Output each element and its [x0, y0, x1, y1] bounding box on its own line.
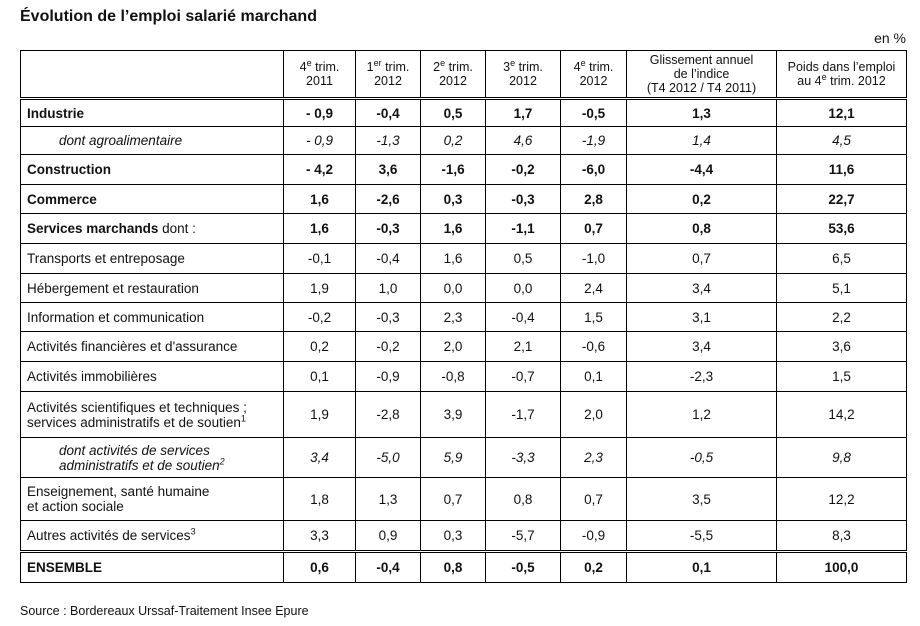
cell-value: 1,5	[561, 303, 627, 332]
cell-value: - 4,2	[284, 155, 356, 185]
cell-value: 0,1	[284, 362, 356, 392]
cell-value: 3,6	[777, 332, 907, 362]
cell-value: 0,9	[356, 521, 421, 552]
cell-value: 0,3	[421, 185, 486, 214]
cell-value: 3,4	[284, 438, 356, 478]
cell-value: 4,5	[777, 127, 907, 155]
cell-value: -2,3	[627, 362, 777, 392]
row-label: Transports et entreposage	[21, 244, 284, 274]
cell-value: 1,9	[284, 274, 356, 303]
cell-value: 9,8	[777, 438, 907, 478]
cell-value: -1,9	[561, 127, 627, 155]
row-label: Enseignement, santé humaine et action sociale	[21, 478, 284, 521]
table-row	[21, 303, 907, 332]
cell-value: 0,5	[421, 99, 486, 127]
cell-value: 0,8	[421, 552, 486, 583]
cell-value: 0,1	[561, 362, 627, 392]
cell-value: -5,0	[356, 438, 421, 478]
employment-table	[20, 50, 907, 583]
cell-value: 11,6	[777, 155, 907, 185]
cell-value: - 0,9	[284, 99, 356, 127]
column-header-q2-2012: 2e trim. 2012	[421, 51, 486, 99]
row-label: Autres activités de services$^3$	[21, 521, 284, 552]
row-label: Activités financières et d'assurance	[21, 332, 284, 362]
cell-value: 0,1	[627, 552, 777, 583]
cell-value: -5,7	[486, 521, 561, 552]
cell-value: 5,1	[777, 274, 907, 303]
cell-value: -0,1	[284, 244, 356, 274]
cell-value: 22,7	[777, 185, 907, 214]
row-label: Activités scientifiques et techniques ; services administratifs et de soutien$^1$	[21, 392, 284, 438]
table-row	[21, 392, 907, 438]
cell-value: 1,6	[284, 214, 356, 244]
cell-value: 0,2	[284, 332, 356, 362]
cell-value: 1,6	[421, 214, 486, 244]
cell-value: -0,2	[486, 155, 561, 185]
cell-value: -0,4	[486, 303, 561, 332]
cell-value: -0,9	[561, 521, 627, 552]
cell-value: 4,6	[486, 127, 561, 155]
cell-value: 1,7	[486, 99, 561, 127]
cell-value: 100,0	[777, 552, 907, 583]
cell-value: 12,2	[777, 478, 907, 521]
cell-value: 14,2	[777, 392, 907, 438]
cell-value: 3,4	[627, 274, 777, 303]
column-header-q4-2012: 4e trim. 2012	[561, 51, 627, 99]
cell-value: -0,4	[356, 99, 421, 127]
column-header-q3-2012: 3e trim. 2012	[486, 51, 561, 99]
row-label: Hébergement et restauration	[21, 274, 284, 303]
cell-value: 2,0	[421, 332, 486, 362]
cell-value: 0,2	[561, 552, 627, 583]
cell-value: 6,5	[777, 244, 907, 274]
cell-value: -0,5	[627, 438, 777, 478]
cell-value: -0,8	[421, 362, 486, 392]
table-row	[21, 244, 907, 274]
cell-value: -0,4	[356, 552, 421, 583]
cell-value: 1,4	[627, 127, 777, 155]
cell-value: 2,3	[561, 438, 627, 478]
cell-value: -1,7	[486, 392, 561, 438]
cell-value: -1,6	[421, 155, 486, 185]
cell-value: 8,3	[777, 521, 907, 552]
row-label: ENSEMBLE	[21, 552, 284, 583]
cell-value: 0,0	[421, 274, 486, 303]
cell-value: 1,3	[627, 99, 777, 127]
cell-value: 1,3	[356, 478, 421, 521]
cell-value: 0,7	[421, 478, 486, 521]
table-row	[21, 127, 907, 155]
cell-value: -3,3	[486, 438, 561, 478]
total-row	[21, 552, 907, 583]
table-row	[21, 478, 907, 521]
cell-value: 1,9	[284, 392, 356, 438]
row-label: Services marchands dont :	[21, 214, 284, 244]
cell-value: -0,7	[486, 362, 561, 392]
cell-value: 1,2	[627, 392, 777, 438]
cell-value: 3,4	[627, 332, 777, 362]
cell-value: -0,4	[356, 244, 421, 274]
cell-value: -0,6	[561, 332, 627, 362]
cell-value: 1,5	[777, 362, 907, 392]
cell-value: 2,3	[421, 303, 486, 332]
cell-value: -0,3	[486, 185, 561, 214]
column-header-q1-2012: 1er trim. 2012	[356, 51, 421, 99]
page-title: Évolution de l’emploi salarié marchand	[20, 8, 317, 25]
cell-value: 12,1	[777, 99, 907, 127]
cell-value: -4,4	[627, 155, 777, 185]
cell-value: 0,6	[284, 552, 356, 583]
cell-value: 0,8	[486, 478, 561, 521]
cell-value: 1,6	[421, 244, 486, 274]
header-row	[21, 51, 907, 99]
row-label: dont agroalimentaire	[21, 127, 284, 155]
table-row	[21, 155, 907, 185]
cell-value: -1,3	[356, 127, 421, 155]
column-header-poids: Poids dans l’emploi au 4e trim. 2012	[777, 51, 907, 99]
cell-value: 2,8	[561, 185, 627, 214]
cell-value: 0,8	[627, 214, 777, 244]
cell-value: 0,2	[421, 127, 486, 155]
cell-value: 2,2	[777, 303, 907, 332]
cell-value: -0,3	[356, 214, 421, 244]
cell-value: -0,2	[356, 332, 421, 362]
table-row	[21, 332, 907, 362]
column-header-q4-2011: 4e trim. 2011	[284, 51, 356, 99]
cell-value: 1,0	[356, 274, 421, 303]
cell-value: -0,5	[486, 552, 561, 583]
header-corner	[21, 51, 284, 99]
cell-value: 0,3	[421, 521, 486, 552]
cell-value: 2,4	[561, 274, 627, 303]
table-row	[21, 438, 907, 478]
cell-value: - 0,9	[284, 127, 356, 155]
cell-value: 1,8	[284, 478, 356, 521]
cell-value: 1,6	[284, 185, 356, 214]
cell-value: 3,6	[356, 155, 421, 185]
table-row	[21, 214, 907, 244]
table-row	[21, 521, 907, 552]
cell-value: -0,3	[356, 303, 421, 332]
row-label: Industrie	[21, 99, 284, 127]
table-row	[21, 185, 907, 214]
row-label: dont activités de services administratifs et de soutien$^2$	[21, 438, 284, 478]
cell-value: 0,7	[561, 478, 627, 521]
cell-value: -0,2	[284, 303, 356, 332]
cell-value: 3,1	[627, 303, 777, 332]
cell-value: 0,2	[627, 185, 777, 214]
row-label: Activités immobilières	[21, 362, 284, 392]
cell-value: 0,0	[486, 274, 561, 303]
cell-value: -1,0	[561, 244, 627, 274]
cell-value: 53,6	[777, 214, 907, 244]
cell-value: 3,3	[284, 521, 356, 552]
cell-value: -0,5	[561, 99, 627, 127]
cell-value: -6,0	[561, 155, 627, 185]
cell-value: -0,9	[356, 362, 421, 392]
cell-value: 2,0	[561, 392, 627, 438]
cell-value: 3,9	[421, 392, 486, 438]
cell-value: 0,5	[486, 244, 561, 274]
cell-value: 0,7	[561, 214, 627, 244]
source-note: Source : Bordereaux Urssaf-Traitement Insee Epure	[20, 604, 309, 618]
cell-value: 5,9	[421, 438, 486, 478]
cell-value: 0,7	[627, 244, 777, 274]
cell-value: -2,6	[356, 185, 421, 214]
row-label: Information et communication	[21, 303, 284, 332]
row-label: Commerce	[21, 185, 284, 214]
table-row	[21, 274, 907, 303]
row-label: Construction	[21, 155, 284, 185]
cell-value: 2,1	[486, 332, 561, 362]
cell-value: -1,1	[486, 214, 561, 244]
cell-value: -5,5	[627, 521, 777, 552]
cell-value: 3,5	[627, 478, 777, 521]
table-row	[21, 362, 907, 392]
unit-label: en %	[874, 30, 906, 46]
table-row	[21, 99, 907, 127]
cell-value: -2,8	[356, 392, 421, 438]
column-header-glissement: Glissement annuel de l’indice (T4 2012 / T4 2011)	[627, 51, 777, 99]
